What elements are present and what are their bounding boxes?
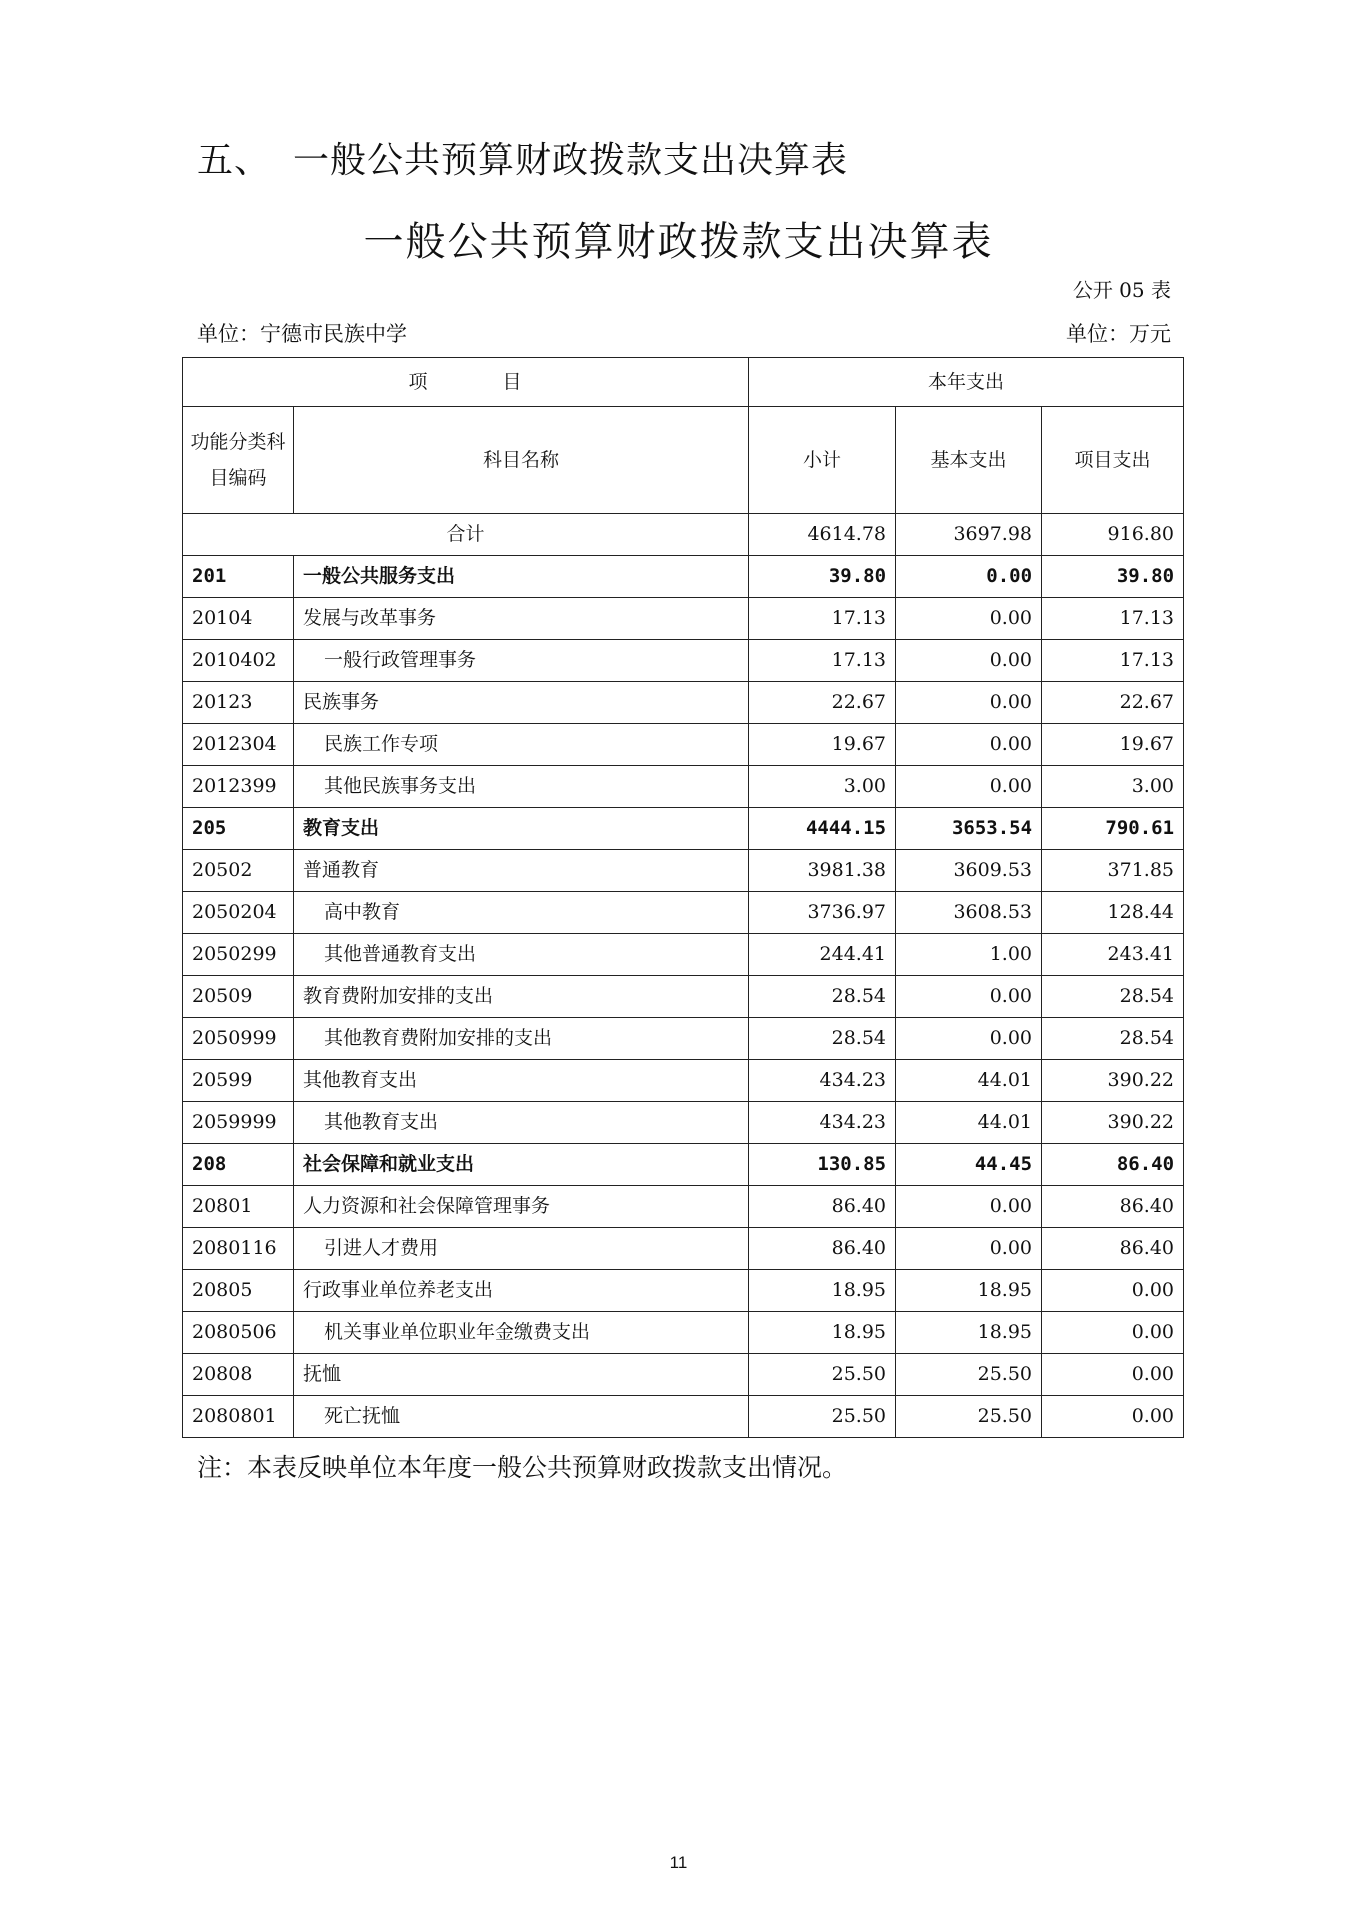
table-row [183, 766, 1184, 808]
row-subtotal: 434.23 [749, 1102, 896, 1144]
total-label: 合计 [183, 514, 749, 556]
row-code: 20599 [183, 1060, 294, 1102]
row-project: 0.00 [1042, 1354, 1184, 1396]
row-subtotal: 18.95 [749, 1270, 896, 1312]
table-row [183, 1018, 1184, 1060]
row-basic: 3608.53 [896, 892, 1042, 934]
table-row [183, 640, 1184, 682]
table-row [183, 1102, 1184, 1144]
row-name: 普通教育 [294, 850, 749, 892]
header-row-bottom [183, 407, 1184, 514]
header-current-year: 本年支出 [749, 358, 1184, 407]
row-name: 发展与改革事务 [294, 598, 749, 640]
row-code: 2012304 [183, 724, 294, 766]
table-number: 公开 05 表 [1072, 278, 1171, 302]
row-code: 2012399 [183, 766, 294, 808]
row-code: 201 [183, 556, 294, 598]
row-code: 2059999 [183, 1102, 294, 1144]
row-basic: 25.50 [896, 1396, 1042, 1438]
row-basic: 0.00 [896, 1018, 1042, 1060]
total-basic: 3697.98 [896, 514, 1042, 556]
row-name: 民族事务 [294, 682, 749, 724]
row-basic: 0.00 [896, 556, 1042, 598]
row-subtotal: 18.95 [749, 1312, 896, 1354]
unit-organization: 单位：宁德市民族中学 [197, 322, 407, 346]
row-subtotal: 28.54 [749, 976, 896, 1018]
row-subtotal: 434.23 [749, 1060, 896, 1102]
row-name: 其他教育费附加安排的支出 [294, 1018, 749, 1060]
row-code: 2080116 [183, 1228, 294, 1270]
row-code: 2050299 [183, 934, 294, 976]
row-subtotal: 19.67 [749, 724, 896, 766]
table-row [183, 1354, 1184, 1396]
row-basic: 44.01 [896, 1060, 1042, 1102]
row-code: 20123 [183, 682, 294, 724]
header-project: 项目支出 [1042, 407, 1184, 514]
unit-currency: 单位：万元 [1066, 322, 1171, 346]
row-subtotal: 244.41 [749, 934, 896, 976]
row-subtotal: 25.50 [749, 1354, 896, 1396]
row-basic: 18.95 [896, 1270, 1042, 1312]
row-basic: 0.00 [896, 766, 1042, 808]
row-subtotal: 25.50 [749, 1396, 896, 1438]
row-basic: 0.00 [896, 598, 1042, 640]
row-basic: 0.00 [896, 682, 1042, 724]
section-heading [197, 132, 848, 183]
row-basic: 0.00 [896, 724, 1042, 766]
row-project: 86.40 [1042, 1144, 1184, 1186]
row-project: 0.00 [1042, 1396, 1184, 1438]
header-row-top [183, 358, 1184, 407]
table-row [183, 1186, 1184, 1228]
row-name: 其他民族事务支出 [294, 766, 749, 808]
row-name: 一般公共服务支出 [294, 556, 749, 598]
row-name: 一般行政管理事务 [294, 640, 749, 682]
header-code: 功能分类科目编码 [183, 407, 294, 514]
row-project: 17.13 [1042, 640, 1184, 682]
table-row [183, 892, 1184, 934]
row-project: 28.54 [1042, 1018, 1184, 1060]
row-basic: 0.00 [896, 1228, 1042, 1270]
row-name: 抚恤 [294, 1354, 749, 1396]
row-subtotal: 17.13 [749, 640, 896, 682]
row-code: 20104 [183, 598, 294, 640]
section-title: 一般公共预算财政拨款支出决算表 [293, 140, 849, 181]
header-subtotal: 小计 [749, 407, 896, 514]
row-project: 390.22 [1042, 1060, 1184, 1102]
row-name: 教育支出 [294, 808, 749, 850]
table-title: 一般公共预算财政拨款支出决算表 [363, 219, 994, 265]
table-row [183, 934, 1184, 976]
row-project: 3.00 [1042, 766, 1184, 808]
row-name: 机关事业单位职业年金缴费支出 [294, 1312, 749, 1354]
table-row [183, 1060, 1184, 1102]
row-name: 其他教育支出 [294, 1060, 749, 1102]
row-basic: 0.00 [896, 640, 1042, 682]
table-row [183, 598, 1184, 640]
row-name: 社会保障和就业支出 [294, 1144, 749, 1186]
total-project: 916.80 [1042, 514, 1184, 556]
row-basic: 1.00 [896, 934, 1042, 976]
header-basic: 基本支出 [896, 407, 1042, 514]
table-row [183, 976, 1184, 1018]
row-code: 20808 [183, 1354, 294, 1396]
header-name: 科目名称 [294, 407, 749, 514]
row-name: 人力资源和社会保障管理事务 [294, 1186, 749, 1228]
row-name: 其他教育支出 [294, 1102, 749, 1144]
row-project: 86.40 [1042, 1228, 1184, 1270]
row-basic: 44.45 [896, 1144, 1042, 1186]
row-basic: 3609.53 [896, 850, 1042, 892]
row-project: 22.67 [1042, 682, 1184, 724]
row-project: 17.13 [1042, 598, 1184, 640]
row-project: 39.80 [1042, 556, 1184, 598]
row-subtotal: 28.54 [749, 1018, 896, 1060]
row-name: 其他普通教育支出 [294, 934, 749, 976]
row-code: 2050999 [183, 1018, 294, 1060]
row-project: 0.00 [1042, 1270, 1184, 1312]
row-basic: 3653.54 [896, 808, 1042, 850]
row-basic: 0.00 [896, 1186, 1042, 1228]
total-subtotal: 4614.78 [749, 514, 896, 556]
row-project: 243.41 [1042, 934, 1184, 976]
row-code: 208 [183, 1144, 294, 1186]
row-name: 死亡抚恤 [294, 1396, 749, 1438]
row-code: 2050204 [183, 892, 294, 934]
row-subtotal: 130.85 [749, 1144, 896, 1186]
row-project: 390.22 [1042, 1102, 1184, 1144]
section-number: 五、 [197, 140, 272, 181]
table-row [183, 850, 1184, 892]
row-project: 790.61 [1042, 808, 1184, 850]
row-project: 86.40 [1042, 1186, 1184, 1228]
row-basic: 25.50 [896, 1354, 1042, 1396]
table-row [183, 682, 1184, 724]
table-row [183, 1396, 1184, 1438]
row-project: 128.44 [1042, 892, 1184, 934]
header-item: 项 目 [183, 358, 749, 407]
row-subtotal: 86.40 [749, 1228, 896, 1270]
row-code: 20805 [183, 1270, 294, 1312]
row-code: 20509 [183, 976, 294, 1018]
page-number: 11 [669, 1853, 688, 1872]
row-basic: 0.00 [896, 976, 1042, 1018]
row-code: 2080801 [183, 1396, 294, 1438]
row-subtotal: 4444.15 [749, 808, 896, 850]
row-code: 20502 [183, 850, 294, 892]
row-code: 2080506 [183, 1312, 294, 1354]
row-subtotal: 86.40 [749, 1186, 896, 1228]
row-subtotal: 17.13 [749, 598, 896, 640]
budget-table [182, 357, 1184, 1438]
table-note: 注：本表反映单位本年度一般公共预算财政拨款支出情况。 [197, 1453, 848, 1482]
row-code: 20801 [183, 1186, 294, 1228]
row-name: 高中教育 [294, 892, 749, 934]
table-row [183, 724, 1184, 766]
row-name: 引进人才费用 [294, 1228, 749, 1270]
table-row [183, 1270, 1184, 1312]
row-project: 19.67 [1042, 724, 1184, 766]
row-basic: 18.95 [896, 1312, 1042, 1354]
row-name: 教育费附加安排的支出 [294, 976, 749, 1018]
row-project: 0.00 [1042, 1312, 1184, 1354]
row-subtotal: 22.67 [749, 682, 896, 724]
total-row [183, 514, 1184, 556]
table-row [183, 808, 1184, 850]
table-row [183, 556, 1184, 598]
row-project: 371.85 [1042, 850, 1184, 892]
table-row [183, 1228, 1184, 1270]
row-project: 28.54 [1042, 976, 1184, 1018]
table-row [183, 1312, 1184, 1354]
row-basic: 44.01 [896, 1102, 1042, 1144]
row-name: 民族工作专项 [294, 724, 749, 766]
row-code: 2010402 [183, 640, 294, 682]
row-subtotal: 39.80 [749, 556, 896, 598]
row-code: 205 [183, 808, 294, 850]
table-row [183, 1144, 1184, 1186]
row-subtotal: 3981.38 [749, 850, 896, 892]
row-subtotal: 3736.97 [749, 892, 896, 934]
row-name: 行政事业单位养老支出 [294, 1270, 749, 1312]
row-subtotal: 3.00 [749, 766, 896, 808]
